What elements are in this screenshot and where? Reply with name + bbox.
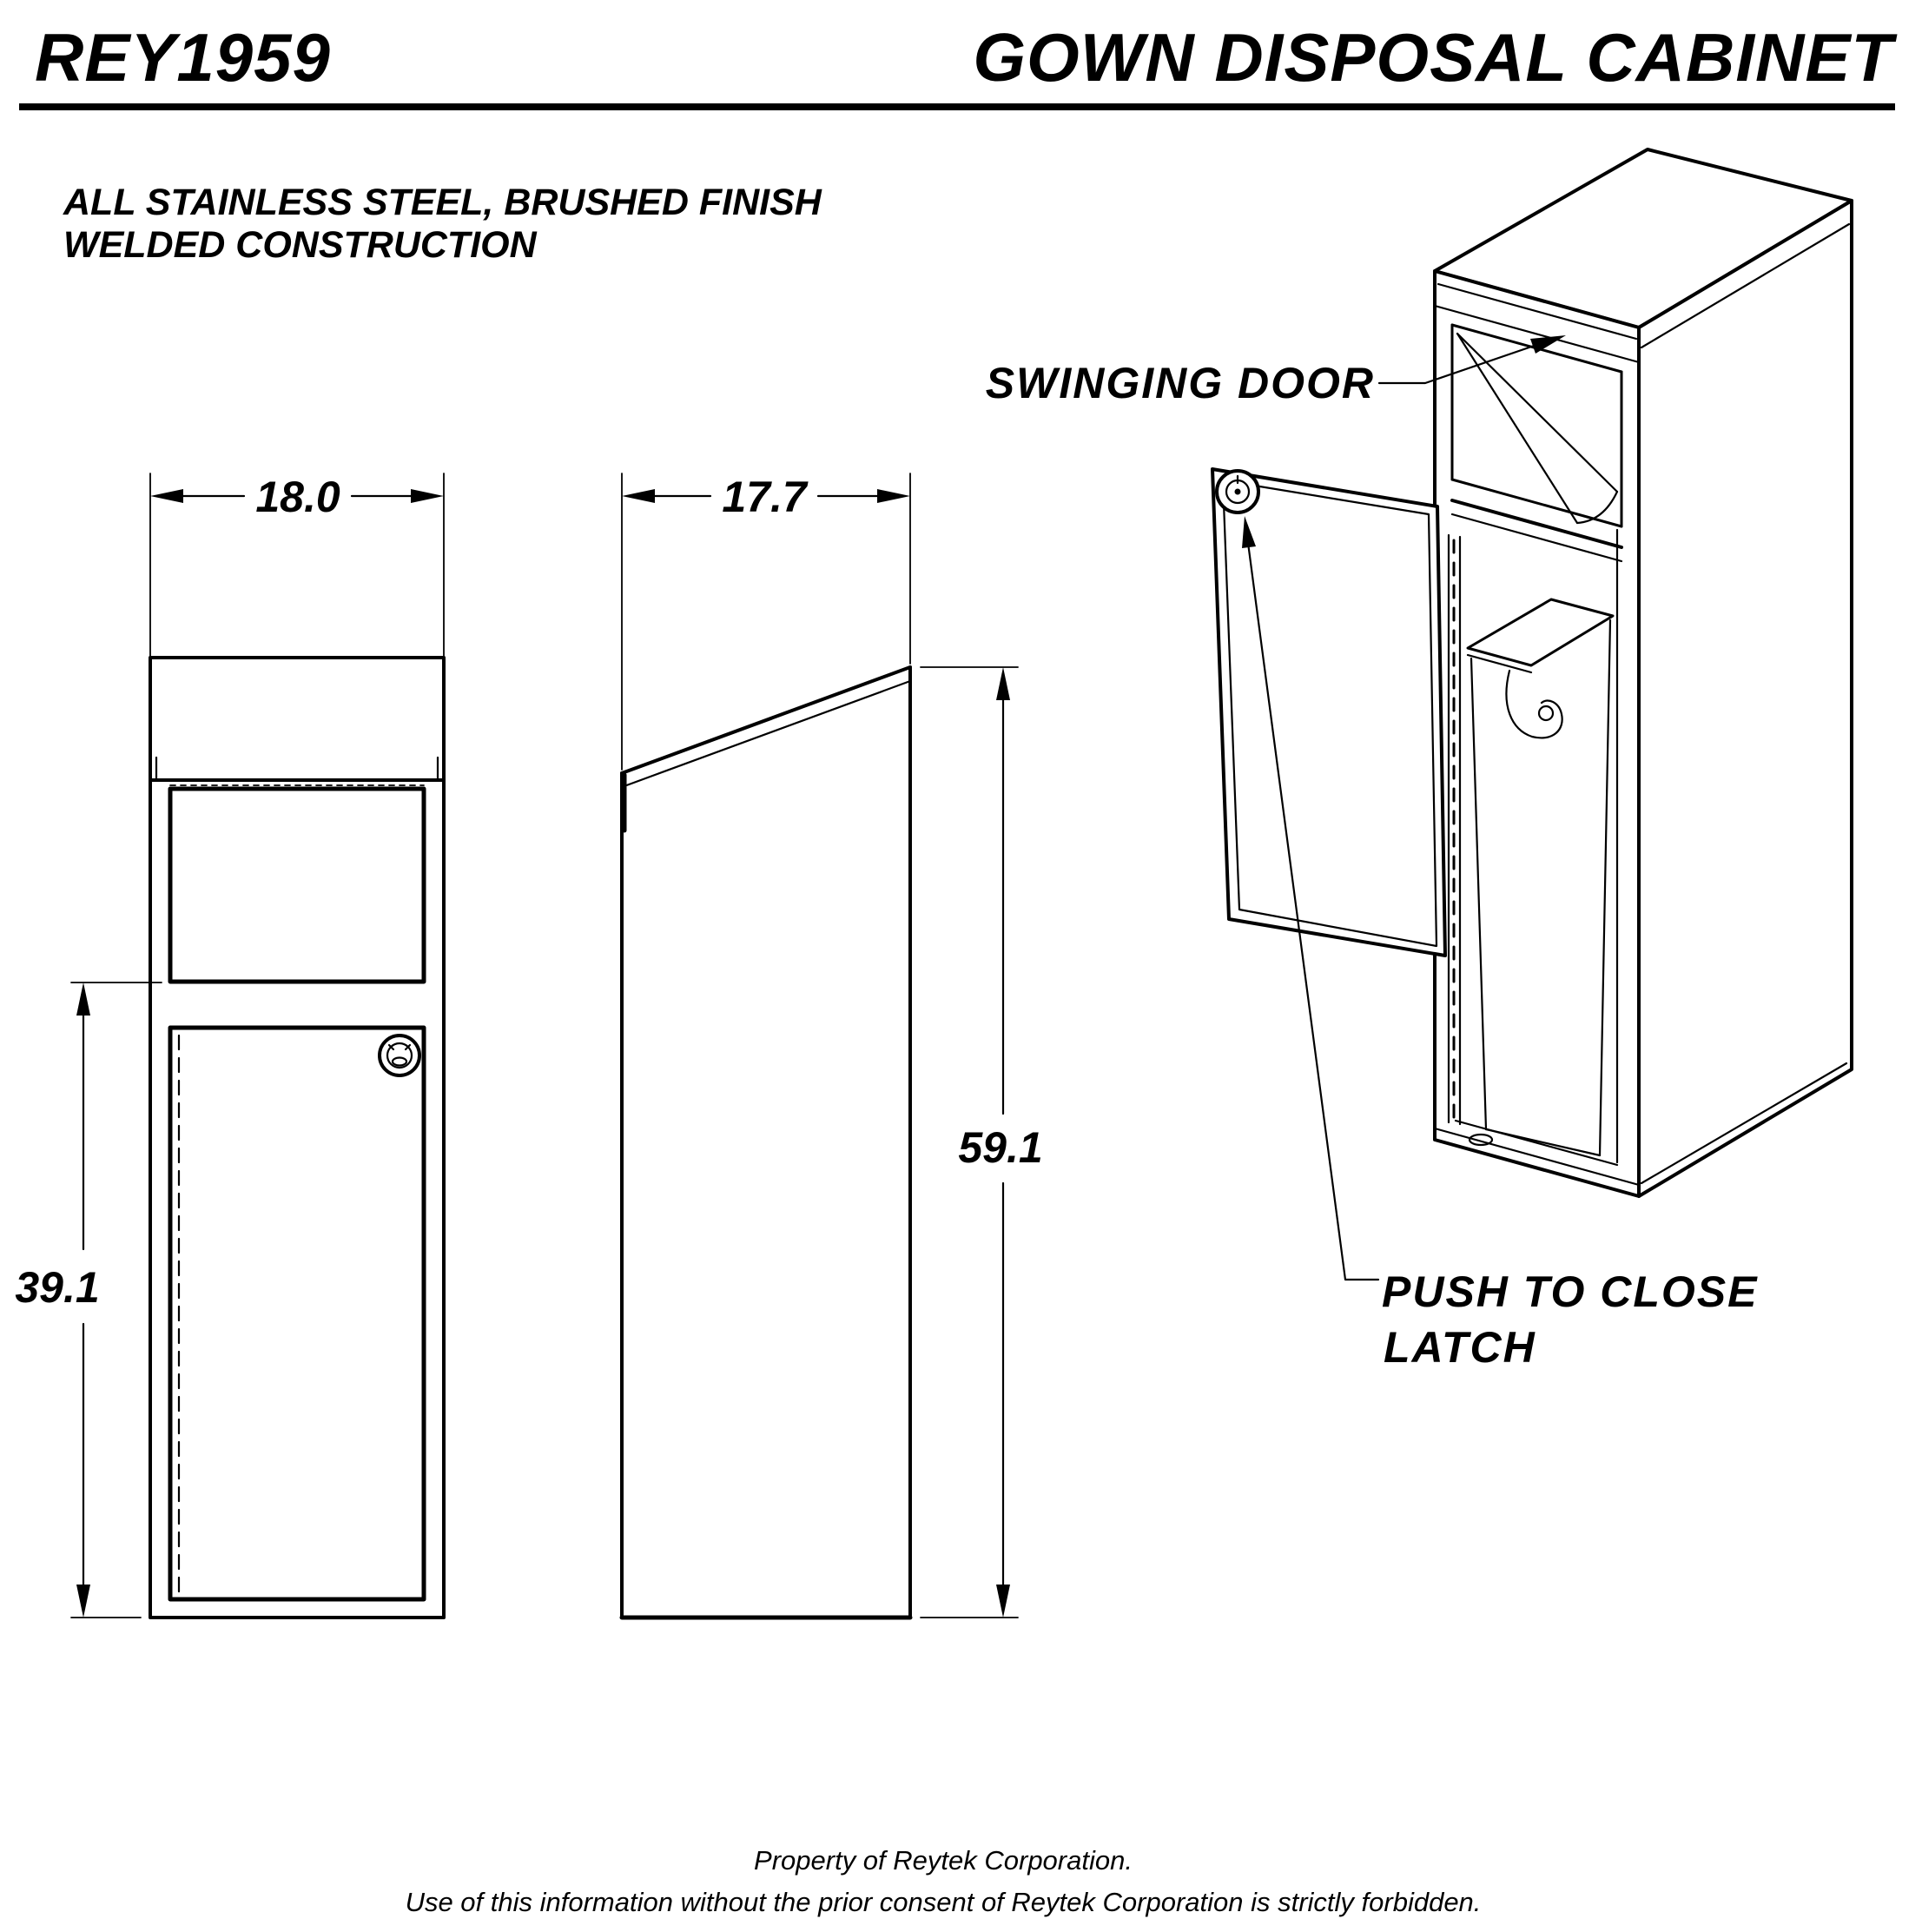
side-height-dimension (921, 667, 1043, 1618)
arrowhead-up (76, 983, 90, 1016)
material-notes (63, 182, 822, 266)
dimension-value-height: 59.1 (958, 1123, 1043, 1172)
note-line-2: WELDED CONSTRUCTION (63, 224, 537, 266)
push-to-close-latch-icon (1217, 471, 1258, 513)
footer (406, 1845, 1482, 1917)
arrowhead-left (150, 489, 183, 503)
header-rule (19, 103, 1895, 110)
swinging-door-label: SWINGING DOOR (985, 359, 1375, 407)
dimension-value-width: 18.0 (255, 473, 340, 521)
footer-line-1: Property of Reytek Corporation. (754, 1845, 1133, 1876)
push-to-close-label-line2: LATCH (1384, 1323, 1536, 1372)
footer-line-2: Use of this information without the prior consent of Reytek Corporation is strictly forbidden. (405, 1887, 1482, 1917)
dimension-value-depth: 17.7 (722, 473, 807, 521)
dimension-value-door-height: 39.1 (15, 1263, 100, 1312)
front-cabinet-outline (150, 658, 444, 1618)
push-to-close-label-line1: PUSH TO CLOSE (1382, 1267, 1759, 1316)
side-sloped-top-inner (622, 681, 910, 787)
side-depth-dimension (622, 473, 910, 770)
side-view (622, 473, 1043, 1618)
arrowhead-down (996, 1585, 1010, 1618)
arrowhead-left (622, 489, 655, 503)
front-door-height-dimension (15, 983, 162, 1618)
header (19, 19, 1898, 110)
arrowhead-right (877, 489, 910, 503)
arrowhead-right (411, 489, 444, 503)
arrowhead-down (76, 1585, 90, 1618)
arrowhead-up (996, 667, 1010, 700)
note-line-1: ALL STAINLESS STEEL, BRUSHED FINISH (63, 182, 822, 223)
page-title: GOWN DISPOSAL CABINET (973, 19, 1893, 96)
doc-number: REY1959 (35, 19, 331, 96)
front-view (15, 473, 444, 1618)
latch-center (1235, 489, 1241, 495)
iso-right-face (1639, 201, 1852, 1196)
front-width-dimension (150, 473, 444, 658)
isometric-view (986, 149, 1852, 1372)
side-sloped-top-outer (622, 667, 910, 773)
